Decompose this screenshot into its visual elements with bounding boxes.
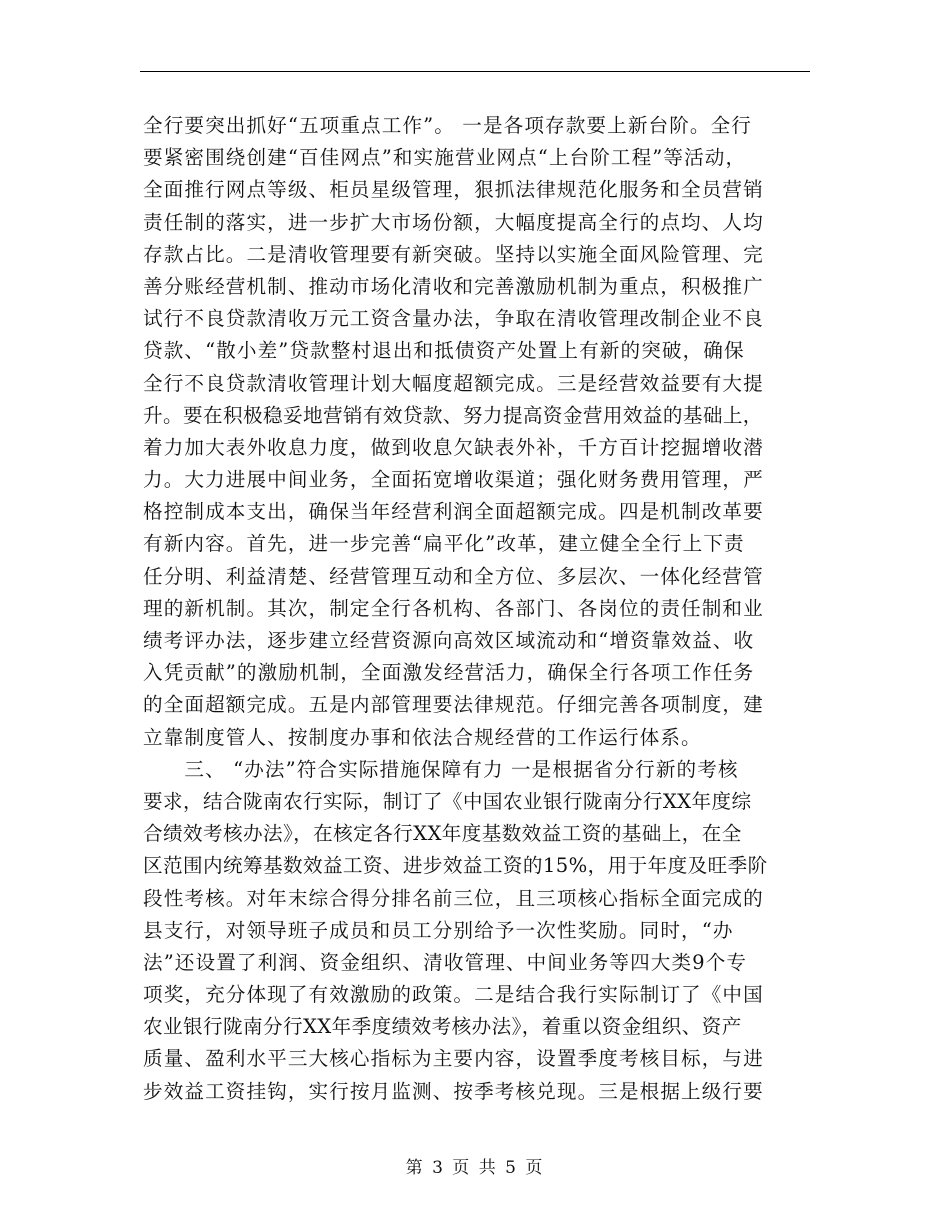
text-line-29: 农业银行陇南分行XX年季度绩效考核办法》，着重以资金组织、资产 — [143, 1015, 742, 1039]
text-line-31: 步效益工资挂钩，实行按月监测、按季考核兑现。三是根据上级行要 — [143, 1079, 764, 1103]
text-line-14: 有新内容。首先，进一步完善“扁平化”改革，建立健全全行上下责 — [143, 532, 745, 556]
text-line-11: 着力加大表外收息力度，做到收息欠缺表外补，千方百计挖掘增收潜 — [143, 435, 764, 459]
text-line-22: 要求，结合陇南农行实际，制订了《中国农业银行陇南分行XX年度综 — [143, 789, 752, 813]
text-line-7: 试行不良贷款清收万元工资含量办法，争取在清收管理改制企业不良 — [143, 307, 764, 331]
text-line-24: 区范围内统筹基数效益工资、进步效益工资的15%，用于年度及旺季阶 — [143, 854, 768, 878]
section-heading-line: 三、 “办法”符合实际措施保障有力 一是根据省分行新的考核 — [143, 757, 739, 781]
text-line-9: 全行不良贷款清收管理计划大幅度超额完成。三是经营效益要有大提 — [143, 371, 764, 395]
text-line-20: 立靠制度管人、按制度办事和依法合规经营的工作运行体系。 — [143, 725, 702, 749]
text-line-8: 贷款、“散小差”贷款整村退出和抵债资产处置上有新的突破，确保 — [143, 339, 745, 363]
text-line-30: 质量、盈利水平三大核心指标为主要内容，设置季度考核目标，与进 — [143, 1047, 764, 1071]
text-line-5: 存款占比。二是清收管理要有新突破。坚持以实施全面风险管理、完 — [143, 242, 764, 266]
text-line-16: 理的新机制。其次，制定全行各机构、各部门、各岗位的责任制和业 — [143, 596, 764, 620]
page-number-footer: 第 3 页 共 5 页 — [405, 1158, 545, 1178]
text-line-27: 法”还设置了利润、资金组织、清收管理、中间业务等四大类9个专 — [143, 950, 748, 974]
text-line-2: 要紧密围绕创建“百佳网点”和实施营业网点“上台阶工程”等活动， — [143, 146, 747, 170]
text-line-4: 责任制的落实，进一步扩大市场份额，大幅度提高全行的点均、人均 — [143, 210, 764, 234]
text-line-12: 力。大力进展中间业务，全面拓宽增收渠道；强化财务费用管理，严 — [143, 468, 764, 492]
text-line-3: 全面推行网点等级、柜员星级管理，狠抓法律规范化服务和全员营销 — [143, 178, 764, 202]
text-line-10: 升。要在积极稳妥地营销有效贷款、努力提高资金营用效益的基础上， — [143, 403, 763, 427]
header-rule — [140, 71, 810, 72]
text-line-17: 绩考评办法，逐步建立经营资源向高效区域流动和“增资靠效益、收 — [143, 629, 755, 652]
text-line-19: 的全面超额完成。五是内部管理要法律规范。仔细完善各项制度，建 — [143, 693, 764, 717]
text-line-26: 县支行，对领导班子成员和员工分别给予一次性奖励。同时，“办 — [143, 918, 734, 942]
text-line-13: 格控制成本支出，确保当年经营利润全面超额完成。四是机制改革要 — [143, 500, 764, 524]
body-text — [143, 110, 813, 1108]
text-line-15: 任分明、利益清楚、经营管理互动和全方位、多层次、一体化经营管 — [143, 564, 764, 588]
text-line-1: 全行要突出抓好“五项重点工作”。 一是各项存款要上新台阶。全行 — [143, 114, 752, 137]
text-line-25: 段性考核。对年末综合得分排名前三位，且三项核心指标全面完成的 — [143, 886, 764, 910]
text-line-28: 项奖，充分体现了有效激励的政策。二是结合我行实际制订了《中国 — [143, 983, 764, 1007]
text-line-18: 入凭贡献”的激励机制，全面激发经营活力，确保全行各项工作任务 — [143, 661, 755, 685]
text-line-23: 合绩效考核办法》，在核定各行XX年度基数效益工资的基础上，在全 — [143, 822, 742, 846]
text-line-6: 善分账经营机制、推动市场化清收和完善激励机制为重点，积极推广 — [143, 274, 764, 298]
